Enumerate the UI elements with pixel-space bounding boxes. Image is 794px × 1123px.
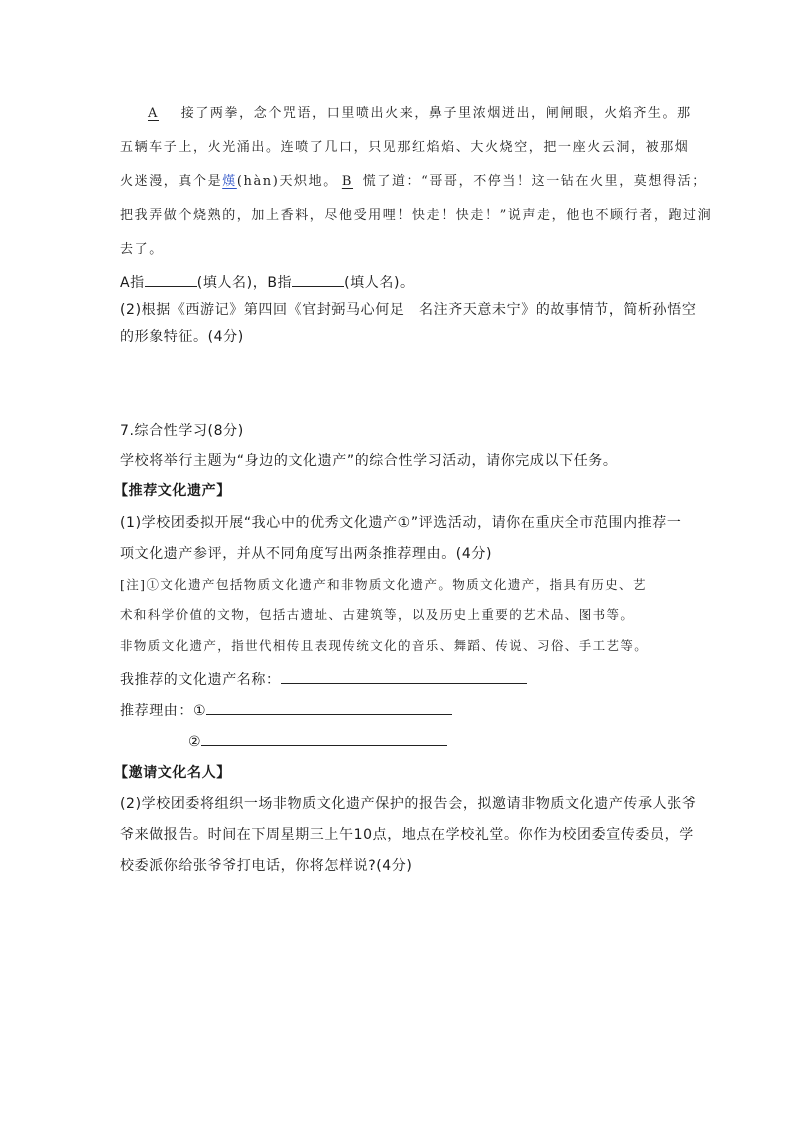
reason-2-field[interactable] [201,733,447,746]
heritage-name-field[interactable] [281,671,527,684]
pinyin-annotation: (hàn) [236,174,280,189]
answer-blank-a[interactable] [145,274,197,287]
task-1-line-2: 项文化遗产参评，并从不同角度写出两条推荐理由。(4分) [120,546,493,562]
question-7-intro: 学校将举行主题为“身边的文化遗产”的综合性学习活动，请你完成以下任务。 [120,453,618,469]
passage-line-4: 把我弄做个烧熟的，加上香料，尽他受用哩！快走！快走！”说声走，他也不顾行者，跑过涧 [120,208,713,223]
passage-line-1: A 接了两拳，念个咒语，口里喷出火来，鼻子里浓烟迸出，闸闸眼，火焰齐生。那 [148,106,692,121]
rare-character: 熯 [222,174,237,189]
passage-line-2: 五辆车子上，火光涌出。连喷了几口，只见那红焰焰、大火烧空，把一座火云洞，被那烟 [120,140,690,155]
reason-1-row: 推荐理由：① [120,700,452,720]
task-2-line-3: 校委派你给张爷爷打电话，你将怎样说?(4分) [120,858,413,874]
question-2-line-1: (2)根据《西游记》第四回《官封弼马心何足 名注齐天意未宁》的故事情节，简析孙悟空 [120,302,697,318]
blank-a-marker: A [148,106,159,121]
reason-2-row: ② [188,733,447,750]
reason-1-field[interactable] [206,702,452,715]
section-heading-recommend: 【推荐文化遗产】 [114,483,231,499]
note-line-2: 术和科学价值的文物，包括古遗址、古建筑等，以及历史上重要的艺术品、图书等。 [120,607,635,622]
heritage-name-row: 我推荐的文化遗产名称： [120,669,527,689]
passage-line-5: 去了。 [120,242,164,257]
question-7-title: 7.综合性学习(8分) [120,423,244,439]
task-2-line-1: (2)学校团委将组织一场非物质文化遗产保护的报告会，拟邀请非物质文化遗产传承人张爷 [120,796,697,812]
note-line-1: [注]①文化遗产包括物质文化遗产和非物质文化遗产。物质文化遗产，指具有历史、艺 [120,577,647,592]
task-2-line-2: 爷来做报告。时间在下周星期三上午10点，地点在学校礼堂。你作为校团委宣传委员，学 [120,827,694,843]
question-2-line-2: 的形象特征。(4分) [120,329,244,345]
blank-b-marker: B [341,174,354,189]
note-line-3: 非物质文化遗产，指世代相传且表现传统文化的音乐、舞蹈、传说、习俗、手工艺等。 [120,638,649,653]
task-1-line-1: (1)学校团委拟开展“我心中的优秀文化遗产①”评选活动，请你在重庆全市范围内推荐一 [120,515,682,531]
passage-line-3: 火迷漫，真个是熯(hàn)天炽地。 B 慌了道：“哥哥，不停当！这一钻在火里，莫想得活； [120,174,707,189]
fill-in-line: A指 (填人名)，B指 (填人名)。 [120,275,415,291]
section-heading-invite: 【邀请文化名人】 [114,765,231,781]
answer-blank-b[interactable] [292,274,344,287]
